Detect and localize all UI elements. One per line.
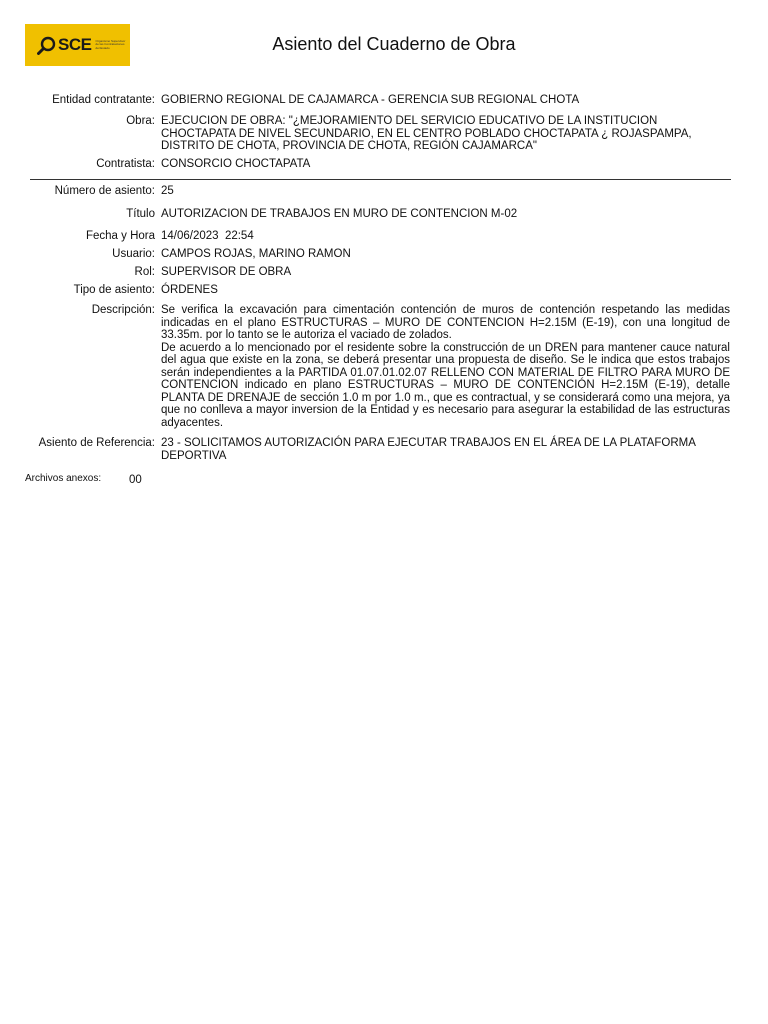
numero-label: Número de asiento: [54, 185, 155, 197]
anexos-label: Archivos anexos: [25, 473, 102, 484]
contratista-value: CONSORCIO CHOCTAPATA [161, 158, 311, 170]
referencia-value: 23 - SOLICITAMOS AUTORIZACIÓN PARA EJECUTAR TRABAJOS EN EL ÁREA DE LA PLATAFORMA DEPORTIVA [161, 437, 696, 462]
descripcion-label: Descripción: [91, 304, 155, 316]
anexos-value: 00 [129, 474, 142, 486]
referencia-label: Asiento de Referencia: [38, 437, 155, 449]
fecha-label: Fecha y Hora [85, 230, 155, 242]
entidad-value: GOBIERNO REGIONAL DE CAJAMARCA - GERENCIA SUB REGIONAL CHOTA [161, 94, 580, 106]
logo-text: SCE [58, 35, 92, 54]
page-title: Asiento del Cuaderno de Obra [272, 34, 516, 54]
descripcion-value [161, 304, 730, 429]
usuario-value: CAMPOS ROJAS, MARINO RAMON [161, 248, 351, 260]
obra-label: Obra: [126, 115, 155, 127]
descripcion-paragraph-2: De acuerdo a lo mencionado por el residente sobre la construcción de un DREN para mantener cauce natural del agua que existe en la zona, se deberá presentar una propuesta de diseño. Se le indica que estos trabajos serán independientes a la PARTIDA 01.07.01.02.07 RELLENO CON MATERIAL DE FILTRO PARA MURO DE CONTENCION indicado en plano ESTRUCTURAS – MURO DE CONTENCIÓN H=2.15M (E-19), detalle PLANTA DE DRENAJE de sección 1.0 m por 1.0 m., que es contractual, y se considerará como una mejora, ya que no conlleva a mayor inversion de la Entidad y es necesario para asegurar la estabilidad de las estructuras adyacentes. [161, 341, 730, 429]
rol-value: SUPERVISOR DE OBRA [161, 266, 292, 278]
titulo-label: Título [126, 208, 155, 220]
titulo-value: AUTORIZACION DE TRABAJOS EN MURO DE CONTENCION M-02 [161, 208, 518, 220]
obra-value: EJECUCION DE OBRA: "¿MEJORAMIENTO DEL SERVICIO EDUCATIVO DE LA INSTITUCION CHOCTAPATA DE NIVEL SECUNDARIO, EN EL CENTRO POBLADO CHOCTAPATA ¿ ROJASPAMPA, DISTRITO DE CHOTA, PROVINCIA DE CHOTA, REGIÓN CAJAMARCA" [161, 115, 692, 152]
tipo-value: ÓRDENES [161, 284, 218, 296]
divider [30, 179, 731, 180]
descripcion-paragraph-1: Se verifica la excavación para cimentación contención de muros de contención respetando las medidas indicadas en el plano ESTRUCTURAS – MURO DE CONTENCION H=2.15M (E-19), con una longitud de 33.35m. por lo tanto se le autoriza el vaciado de zolados. [161, 304, 730, 341]
tipo-label: Tipo de asiento: [73, 284, 155, 296]
numero-value: 25 [161, 185, 174, 197]
fecha-value: 14/06/2023 22:54 [161, 230, 254, 242]
entidad-label: Entidad contratante: [52, 94, 155, 106]
usuario-label: Usuario: [112, 248, 155, 260]
contratista-label: Contratista: [96, 158, 155, 170]
rol-label: Rol: [134, 266, 155, 278]
logo-subtext: Organismo Supervisor de las Contrataciones del Estado [95, 38, 126, 50]
